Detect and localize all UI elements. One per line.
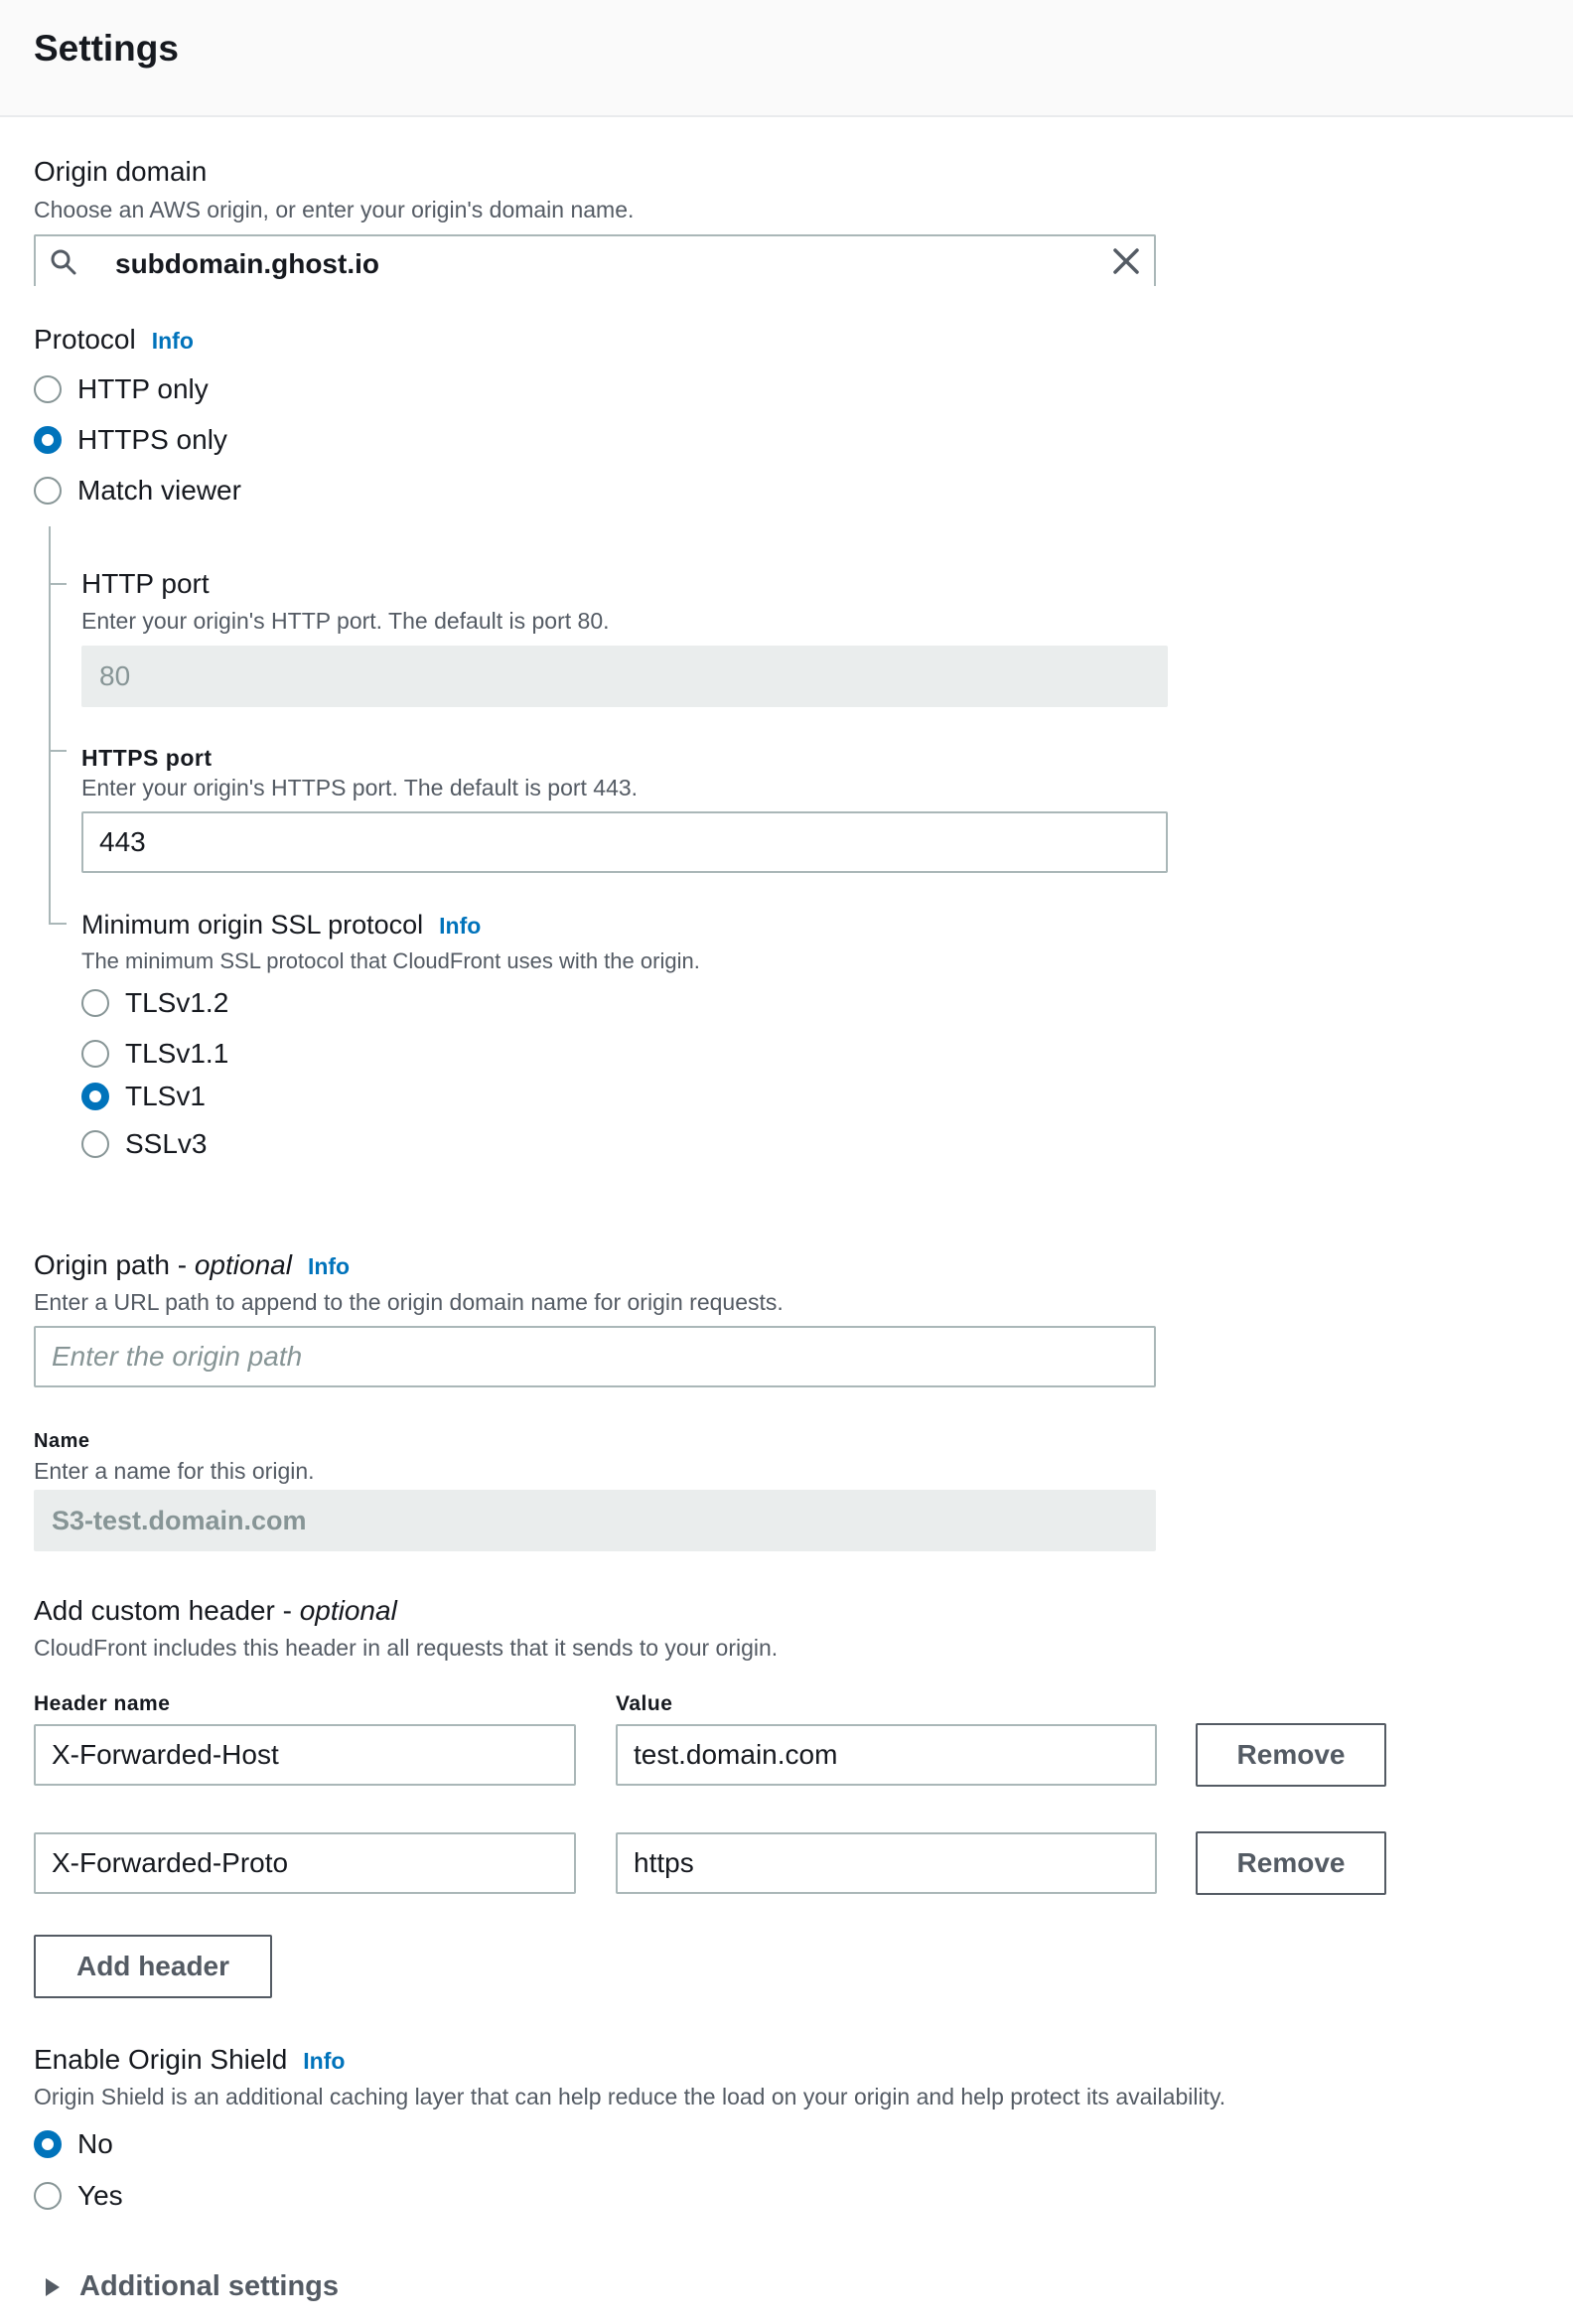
- radio-unchecked-icon[interactable]: [34, 477, 62, 505]
- origin-shield-label: [34, 2044, 345, 2076]
- custom-header-label: [34, 1595, 397, 1627]
- radio-unchecked-icon[interactable]: [34, 2182, 62, 2210]
- ssl-protocol-description: The minimum SSL protocol that CloudFront uses with the origin.: [81, 948, 700, 973]
- ssl-option-label: TLSv1.2: [125, 987, 229, 1018]
- protocol-option-http-only[interactable]: [34, 373, 209, 405]
- origin-domain-description: Choose an AWS origin, or enter your origin's domain name.: [34, 197, 635, 222]
- protocol-option-match-viewer[interactable]: [34, 475, 241, 507]
- custom-header-description: CloudFront includes this header in all requests that it sends to your origin.: [34, 1635, 779, 1661]
- close-icon[interactable]: [1111, 246, 1141, 276]
- ssl-option-sslv3[interactable]: [81, 1128, 208, 1160]
- header-name-column-label: Header name: [34, 1692, 171, 1715]
- caret-right-icon[interactable]: [44, 2276, 62, 2298]
- name-label: Name: [34, 1430, 90, 1452]
- protocol-option-label: HTTPS only: [77, 424, 227, 455]
- origin-domain-input[interactable]: [34, 234, 1156, 286]
- nested-section-tick: [49, 750, 67, 752]
- header-value-column-label: Value: [616, 1692, 673, 1715]
- origin-domain-label: Origin domain: [34, 156, 208, 187]
- http-port-label: HTTP port: [81, 568, 210, 599]
- radio-checked-icon[interactable]: [34, 2130, 62, 2158]
- https-port-description: Enter your origin's HTTPS port. The default is port 443.: [81, 775, 639, 800]
- protocol-label-text: Protocol: [34, 324, 136, 355]
- ssl-option-tlsv1-2[interactable]: [81, 987, 228, 1019]
- nested-section-tick: [49, 923, 67, 925]
- ssl-protocol-label: [81, 910, 481, 941]
- ssl-protocol-label-text: Minimum origin SSL protocol: [81, 910, 424, 940]
- radio-unchecked-icon[interactable]: [34, 375, 62, 403]
- http-port-input[interactable]: 80: [81, 646, 1168, 707]
- protocol-option-https-only[interactable]: [34, 424, 227, 456]
- radio-unchecked-icon[interactable]: [81, 1040, 109, 1068]
- name-input[interactable]: S3-test.domain.com: [34, 1490, 1156, 1551]
- radio-unchecked-icon[interactable]: [81, 989, 109, 1017]
- remove-header-button[interactable]: Remove: [1196, 1831, 1386, 1895]
- ssl-option-tlsv1[interactable]: [81, 1081, 206, 1112]
- origin-path-label: [34, 1249, 350, 1281]
- ssl-option-label: TLSv1: [125, 1081, 206, 1111]
- header-value-input[interactable]: test.domain.com: [616, 1724, 1157, 1786]
- header-name-input[interactable]: X-Forwarded-Proto: [34, 1832, 576, 1894]
- protocol-option-label: Match viewer: [77, 475, 241, 506]
- search-icon: [50, 248, 77, 276]
- ssl-option-label: TLSv1.1: [125, 1038, 229, 1069]
- http-port-description: Enter your origin's HTTP port. The default is port 80.: [81, 608, 610, 634]
- ssl-protocol-info-link[interactable]: Info: [439, 913, 482, 939]
- radio-unchecked-icon[interactable]: [81, 1130, 109, 1158]
- custom-header-optional: optional: [299, 1595, 397, 1626]
- nested-section-tick: [49, 583, 67, 585]
- name-description: Enter a name for this origin.: [34, 1458, 315, 1484]
- settings-header: [0, 0, 1573, 117]
- origin-shield-label-text: Enable Origin Shield: [34, 2044, 288, 2075]
- origin-path-label-text: Origin path -: [34, 1249, 195, 1280]
- https-port-input[interactable]: 443: [81, 811, 1168, 873]
- protocol-info-link[interactable]: Info: [151, 328, 194, 354]
- ssl-option-tlsv1-1[interactable]: [81, 1038, 228, 1070]
- origin-shield-option-no[interactable]: [34, 2128, 113, 2160]
- header-name-input[interactable]: X-Forwarded-Host: [34, 1724, 576, 1786]
- origin-shield-info-link[interactable]: Info: [303, 2048, 346, 2074]
- origin-domain-value: subdomain.ghost.io: [115, 248, 379, 279]
- protocol-label: [34, 324, 194, 356]
- protocol-option-label: HTTP only: [77, 373, 209, 404]
- page-title: Settings: [34, 28, 179, 69]
- add-header-button[interactable]: Add header: [34, 1935, 272, 1998]
- header-value-input[interactable]: https: [616, 1832, 1157, 1894]
- origin-path-info-link[interactable]: Info: [307, 1253, 351, 1279]
- radio-checked-icon[interactable]: [81, 1083, 109, 1110]
- additional-settings-toggle[interactable]: [44, 2270, 339, 2303]
- radio-checked-icon[interactable]: [34, 426, 62, 454]
- origin-shield-description: Origin Shield is an additional caching layer that can help reduce the load on your origin and help protect its availability.: [34, 2084, 1226, 2109]
- origin-path-optional: optional: [194, 1249, 292, 1280]
- additional-settings-label: Additional settings: [79, 2270, 339, 2302]
- nested-section-line: [49, 526, 51, 924]
- remove-header-button[interactable]: Remove: [1196, 1723, 1386, 1787]
- origin-path-description: Enter a URL path to append to the origin domain name for origin requests.: [34, 1289, 784, 1315]
- origin-shield-option-label: Yes: [77, 2180, 123, 2211]
- ssl-option-label: SSLv3: [125, 1128, 208, 1159]
- https-port-label: HTTPS port: [81, 745, 213, 771]
- origin-shield-option-label: No: [77, 2128, 113, 2159]
- origin-shield-option-yes[interactable]: [34, 2180, 123, 2212]
- origin-path-input[interactable]: Enter the origin path: [34, 1326, 1156, 1387]
- custom-header-label-text: Add custom header -: [34, 1595, 300, 1626]
